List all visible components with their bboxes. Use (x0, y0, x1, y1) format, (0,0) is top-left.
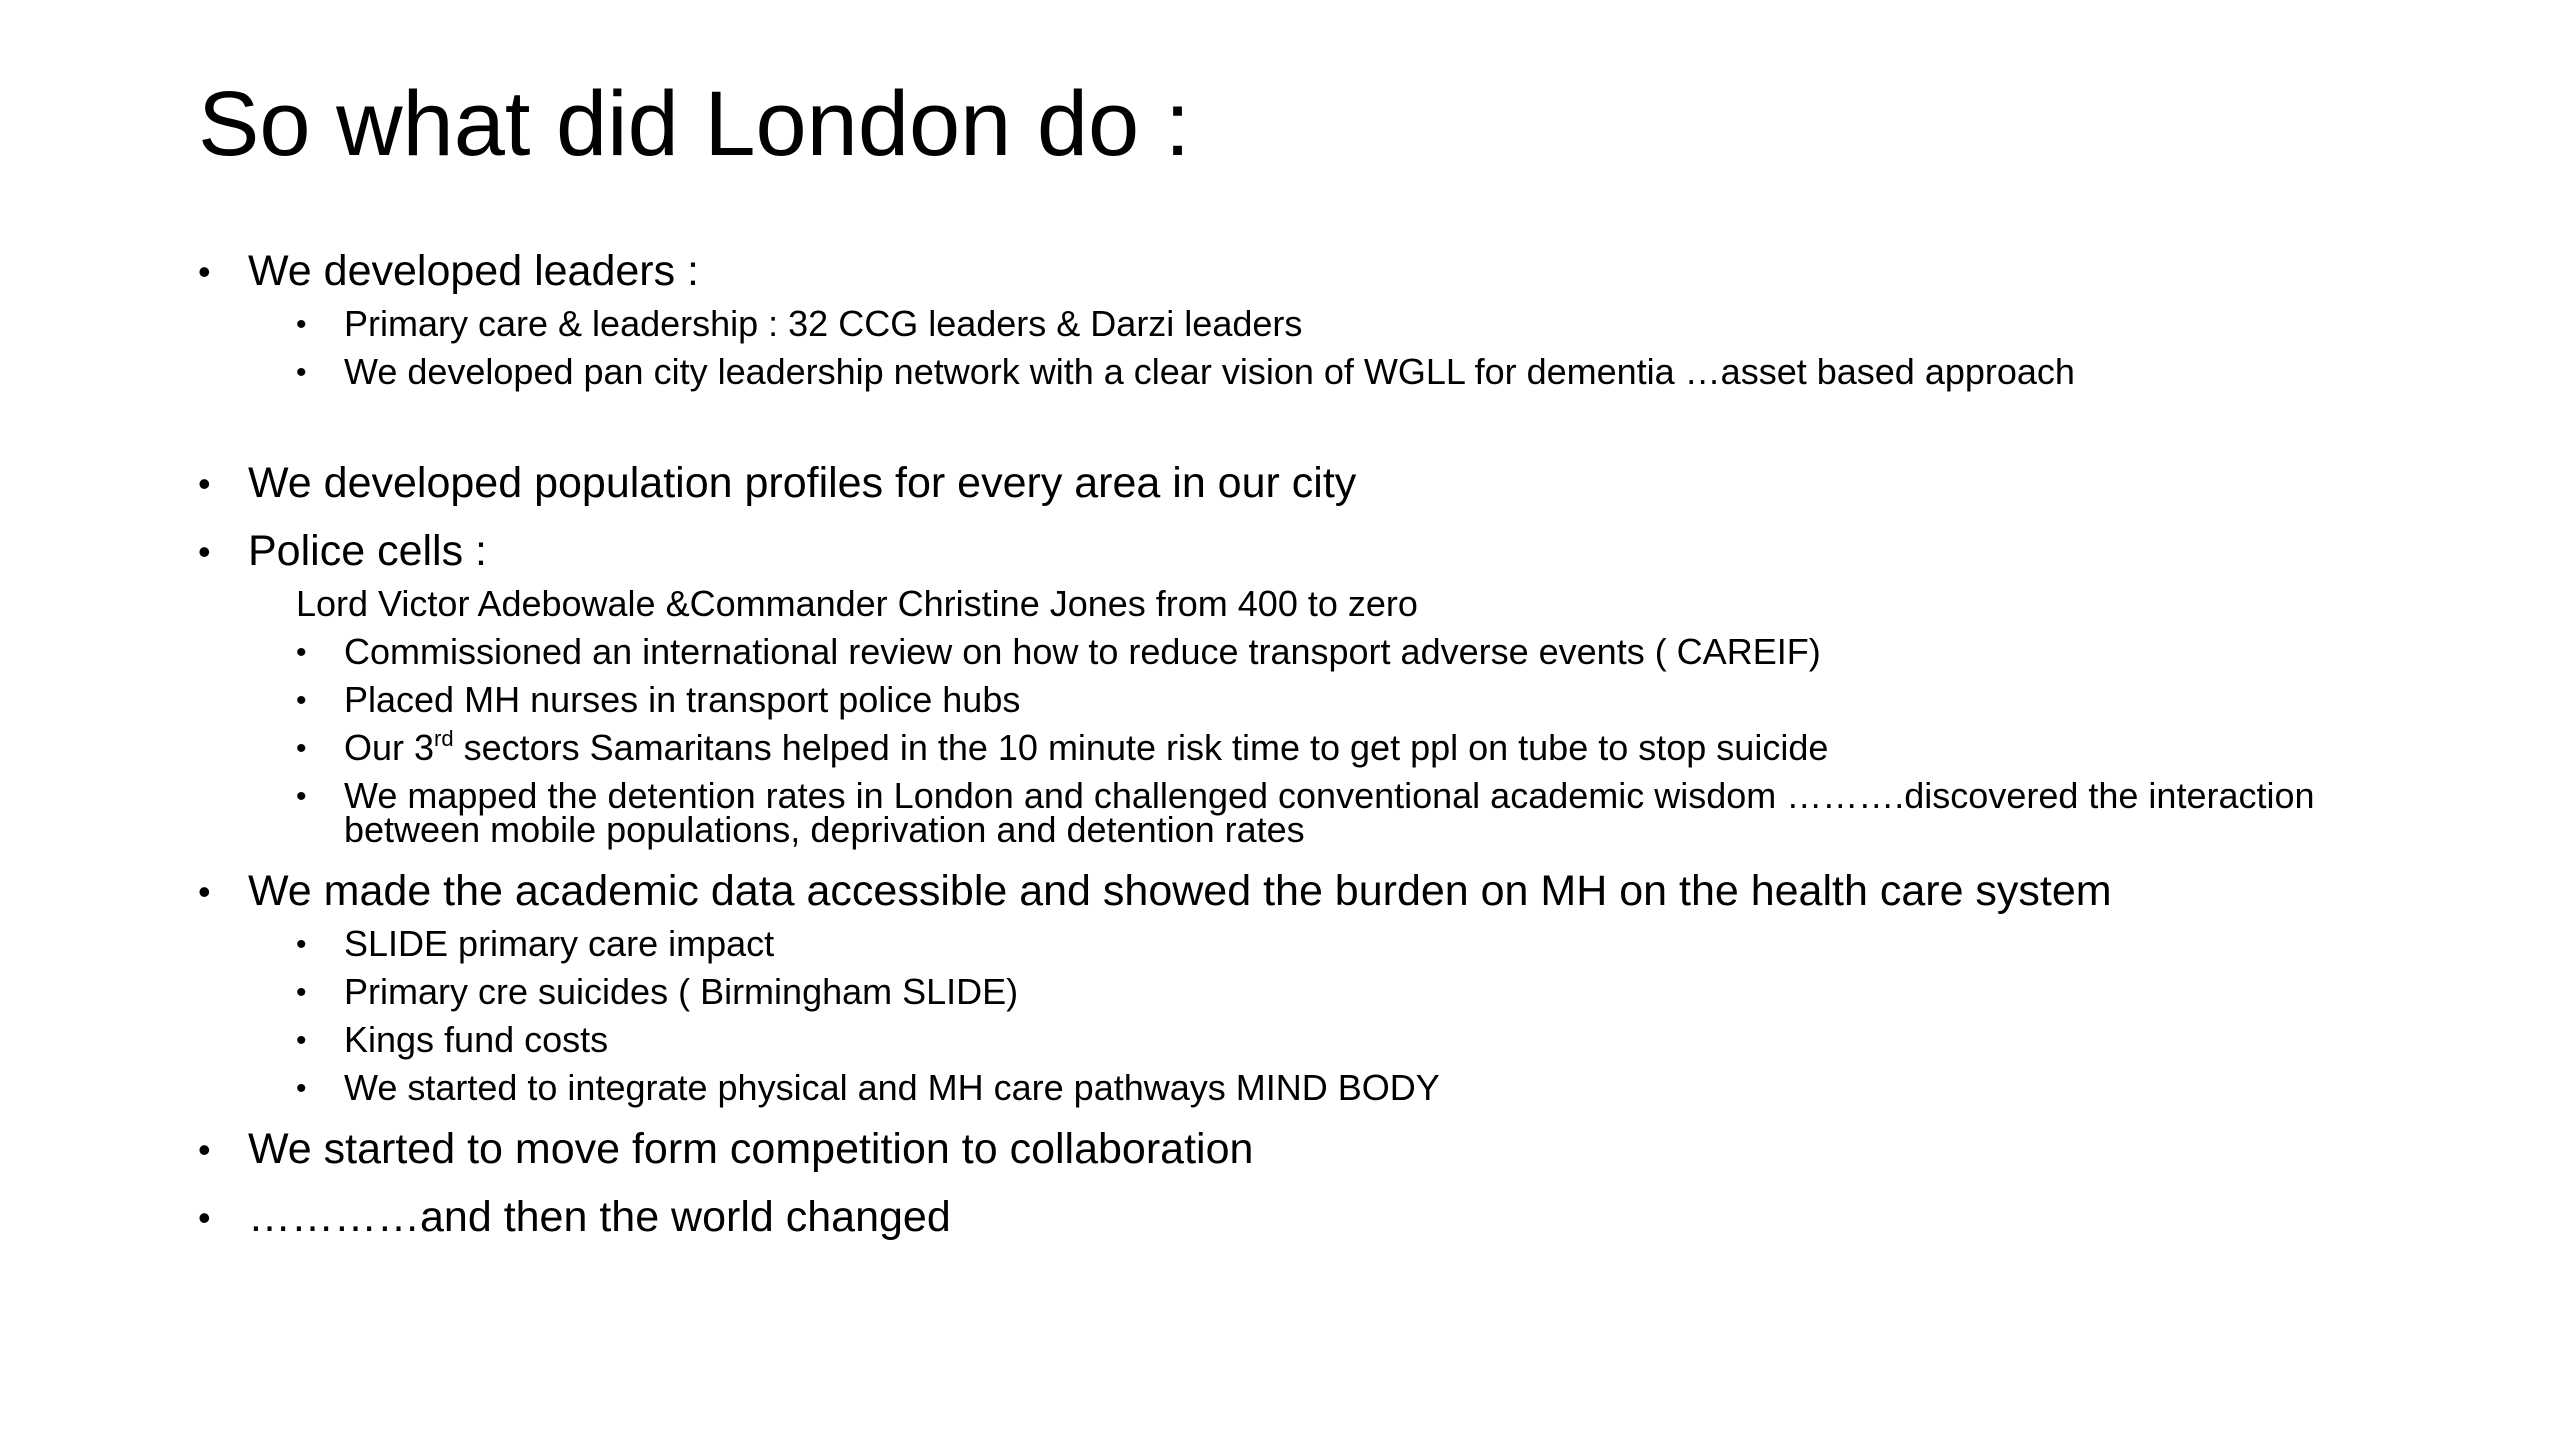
item-commissioned-review: Commissioned an international review on how to reduce transport adverse events ( CAREIF) (344, 631, 1821, 672)
bullet-icon: • (296, 928, 307, 961)
bullet-icon: • (296, 636, 307, 669)
bullet-icon: • (198, 1197, 211, 1238)
samaritans-suffix: sectors Samaritans helped in the 10 minute risk time to get ppl on tube to stop suicide (453, 727, 1829, 768)
item-academic-data: We made the academic data accessible and showed the burden on MH on the health care system (248, 867, 2112, 915)
item-primary-cre-suicides: Primary cre suicides ( Birmingham SLIDE) (344, 971, 1019, 1012)
bullet-icon: • (296, 780, 307, 813)
item-lord-victor: Lord Victor Adebowale &Commander Christine Jones from 400 to zero (296, 583, 1418, 624)
item-mapped-detention-line2: between mobile populations, deprivation and detention rates (344, 809, 1305, 850)
slide-title: So what did London do : (198, 73, 1191, 175)
item-samaritans (344, 726, 1829, 768)
item-police-cells: Police cells : (248, 527, 487, 575)
bullet-icon: • (296, 308, 307, 341)
bullet-icon: • (198, 1129, 211, 1170)
bullet-icon: • (296, 1072, 307, 1105)
bullet-icon: • (198, 871, 211, 912)
item-developed-leaders: We developed leaders : (248, 247, 699, 295)
bullet-icon: • (296, 976, 307, 1009)
bullet-icon: • (198, 531, 211, 572)
samaritans-prefix: Our 3 (344, 727, 435, 768)
item-placed-mh-nurses: Placed MH nurses in transport police hubs (344, 679, 1021, 720)
item-population-profiles: We developed population profiles for every area in our city (248, 459, 1357, 507)
item-primary-care-leadership: Primary care & leadership : 32 CCG leaders & Darzi leaders (344, 303, 1303, 344)
samaritans-superscript: rd (434, 726, 454, 751)
bullet-icon: • (198, 251, 211, 292)
bullet-icon: • (296, 684, 307, 717)
bullet-icon: • (296, 1024, 307, 1057)
bullet-icon: • (296, 356, 307, 389)
item-competition-collaboration: We started to move form competition to collaboration (248, 1125, 1254, 1173)
bullet-icon: • (296, 732, 307, 765)
item-kings-fund: Kings fund costs (344, 1019, 609, 1060)
item-pan-city-network: We developed pan city leadership network with a clear vision of WGLL for dementia …asset based approach (344, 351, 2075, 392)
item-mapped-detention-line1: We mapped the detention rates in London and challenged conventional academic wisdom ……….discovered the interaction (344, 775, 2315, 816)
bullet-icon: • (198, 463, 211, 504)
item-slide-primary-care: SLIDE primary care impact (344, 923, 775, 964)
item-world-changed: …………and then the world changed (248, 1193, 951, 1241)
item-integrate-pathways: We started to integrate physical and MH care pathways MIND BODY (344, 1067, 1440, 1108)
